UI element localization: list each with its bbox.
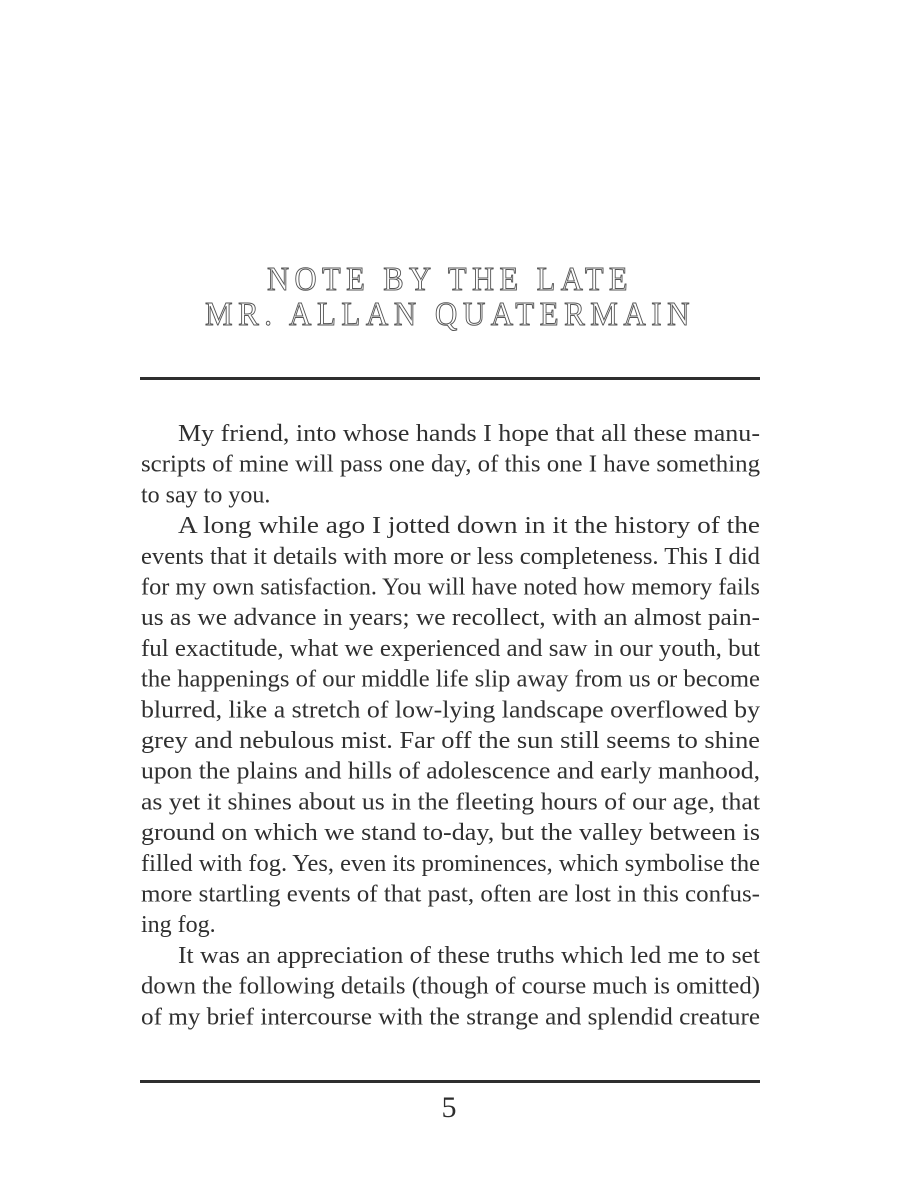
body-text-line: of my brief intercourse with the strange and splendid creature [141,1004,760,1031]
body-text-line: more startling events of that past, often are lost in this confus- [141,881,761,908]
body-text-line: scripts of mine will pass one day, of this one I have something [141,451,760,478]
body-text-line: events that it details with more or less completeness. This I did [141,543,760,570]
body-text-line: upon the plains and hills of adolescence and early manhood, [141,758,760,785]
body-text-line: for my own satisfaction. You will have noted how memory fails [141,574,760,601]
footer-rule [140,1080,760,1083]
body-text-line: as yet it shines about us in the fleeting hours of our age, that [141,789,761,816]
body-text-line: ing fog. [141,912,216,939]
title-line-1: NOTE BY THE LATE [267,261,633,298]
body-text-line: blurred, like a stretch of low-lying landscape overflowed by [141,697,760,724]
body-text-line: A long while ago I jotted down in it the history of the [178,513,760,540]
body-text-line: to say to you. [141,482,271,509]
body-text-line: filled with fog. Yes, even its prominences, which symbolise the [141,850,761,877]
body-text-line: ground on which we stand to-day, but the valley between is [141,820,760,847]
body-text-line: ful exactitude, what we experienced and saw in our youth, but [141,635,761,662]
title-line-2: MR. ALLAN QUATERMAIN [205,296,695,333]
body-text-line: My friend, into whose hands I hope that all these manu- [178,421,761,447]
title-divider-rule [140,377,760,380]
body-text-line: the happenings of our middle life slip away from us or become [141,666,761,693]
body-text-line: us as we advance in years; we recollect, with an almost pain- [141,605,760,632]
page-number: 5 [441,1091,457,1124]
body-text-line: It was an appreciation of these truths which led me to set [178,942,761,969]
body-text-line: grey and nebulous mist. Far off the sun still seems to shine [141,728,760,754]
body-text-line: down the following details (though of course much is omitted) [141,973,760,1000]
